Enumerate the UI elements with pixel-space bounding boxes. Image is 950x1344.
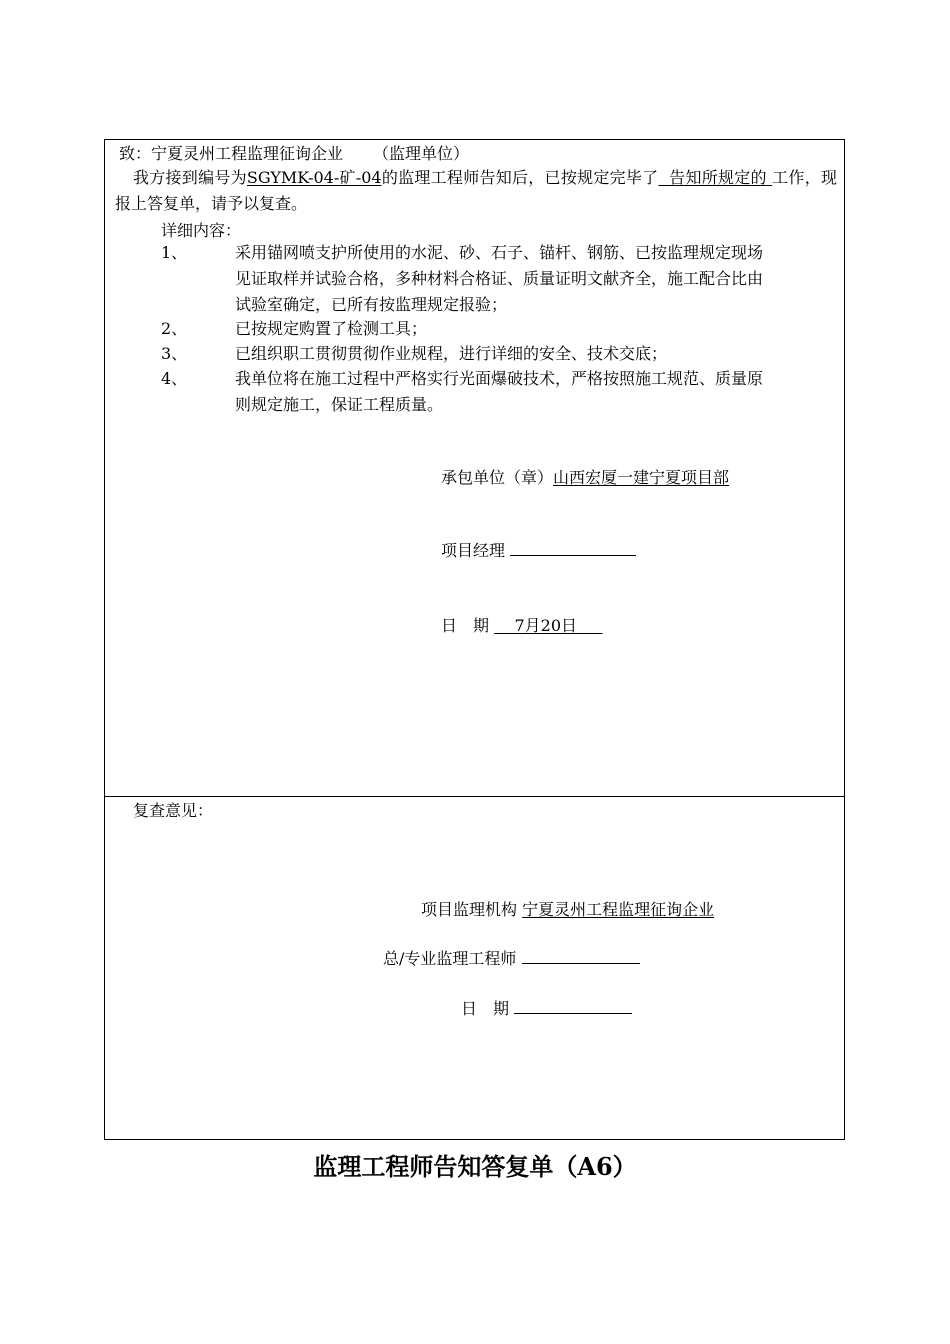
contractor-name: 山西宏厦一建宁夏项目部 [553,468,730,487]
agency-line: 项目监理机构 宁夏灵州工程监理征询企业 [421,900,715,919]
manager-signature-blank [510,541,636,556]
manager-line: 项目经理 [441,541,636,561]
form-title: 监理工程师告知答复单（A6） [313,1152,637,1181]
review-date-line: 日 期 [461,999,632,1019]
work-scope: 告知所规定的 [669,168,767,187]
engineer-line: 总/专业监理工程师 [383,949,640,969]
agency-name: 宁夏灵州工程监理征询企业 [522,900,715,919]
reply-form: 致：宁夏灵州工程监理征询企业 （监理单位） 我方接到编号为SGYMK-04-矿-04的监理工程师告知后，已按规定完毕了 告知所规定的 工作，现报上答复单，请予以复查。 详细内容： 1、 采用锚网喷支护所使用的水泥、砂、石子、锚杆、钢筋、已按监理规定现场见证取样并试验合格，多种材料合格证、质量证明文献齐全，施工配合比由试验室确定，已所有按监理规定报验； 2、 已按规定购置了检测工具； 3、 已组织职工贯彻贯彻作业规程，进行详细的安全、技术交底； 4、 我单位将在施工过程中严格实行光面爆破技术，严格按照施工规范、质量原则规定施工，保证工程质量。 承包单位（章）山西宏厦一建宁夏项目部 项目经理 日 期 7月20日 复查意见： 项目监理机构 宁夏灵州工程监理征询企业 总/专业监理工程师 日 期 [104,139,845,1140]
engineer-signature-blank [522,949,640,964]
details-label: 详细内容： [161,221,242,240]
notice-number: SGYMK-04-矿-04 [246,168,382,187]
contractor-date-line: 日 期 7月20日 [441,616,602,636]
contractor-line: 承包单位（章）山西宏厦一建宁夏项目部 [441,468,730,487]
review-date-blank [514,999,632,1014]
contractor-date-value: 7月20日 [514,616,577,635]
section-divider [105,796,844,797]
addressee-prefix: 致： [119,144,152,163]
addressee-role: （监理单位） [373,144,470,163]
addressee-line [119,144,469,164]
addressee-name: 宁夏灵州工程监理征询企业 [151,144,344,163]
review-label: 复查意见： [133,801,214,820]
body-paragraph: 我方接到编号为SGYMK-04-矿-04的监理工程师告知后，已按规定完毕了 告知所规定的 工作，现报上答复单，请予以复查。 [115,168,837,213]
